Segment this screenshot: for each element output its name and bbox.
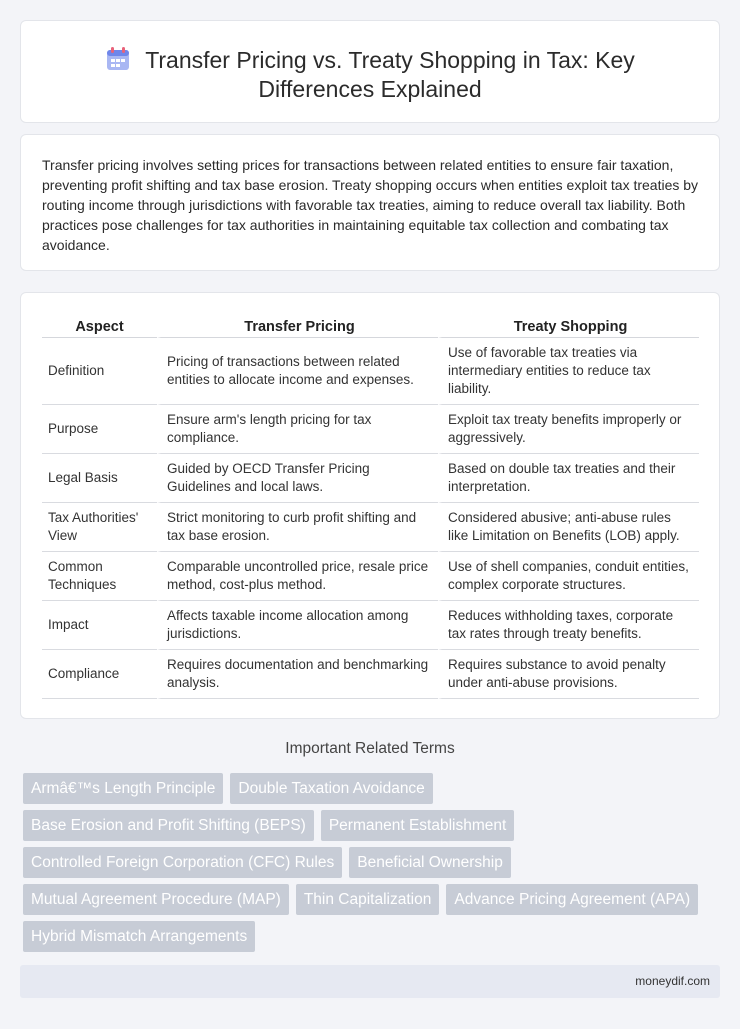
table-row xyxy=(42,338,699,405)
related-terms-heading: Important Related Terms xyxy=(285,740,455,757)
table-row xyxy=(42,650,699,699)
related-terms-list xyxy=(23,773,723,958)
table-row xyxy=(42,454,699,503)
term-chip[interactable]: Advance Pricing Agreement (APA) xyxy=(446,884,698,915)
table-cell: Purpose xyxy=(42,405,157,454)
term-chip[interactable]: Thin Capitalization xyxy=(296,884,440,915)
table-row xyxy=(42,405,699,454)
header-aspect: Aspect xyxy=(42,313,157,338)
table-cell: Definition xyxy=(42,338,157,405)
table-cell: Compliance xyxy=(42,650,157,699)
calendar-icon xyxy=(105,46,131,72)
footer xyxy=(20,965,720,998)
table-cell: Common Techniques xyxy=(42,552,157,601)
term-chip[interactable]: Controlled Foreign Corporation (CFC) Rules xyxy=(23,847,342,878)
table-cell: Ensure arm's length pricing for tax compliance. xyxy=(157,405,438,454)
footer-site[interactable]: moneydif.com xyxy=(635,974,710,988)
comparison-table xyxy=(42,313,699,699)
table-cell: Strict monitoring to curb profit shifting and tax base erosion. xyxy=(157,503,438,552)
term-chip[interactable]: Permanent Establishment xyxy=(321,810,514,841)
term-chip[interactable]: Armâ€™s Length Principle xyxy=(23,773,223,804)
table-header-row xyxy=(42,313,699,338)
term-chip[interactable]: Double Taxation Avoidance xyxy=(230,773,432,804)
table-cell: Legal Basis xyxy=(42,454,157,503)
table-cell: Requires substance to avoid penalty under anti-abuse provisions. xyxy=(438,650,699,699)
table-row xyxy=(42,503,699,552)
term-chip[interactable]: Mutual Agreement Procedure (MAP) xyxy=(23,884,289,915)
table-cell: Use of favorable tax treaties via intermediary entities to reduce tax liability. xyxy=(438,338,699,405)
table-cell: Use of shell companies, conduit entities, complex corporate structures. xyxy=(438,552,699,601)
page-title xyxy=(21,46,719,104)
table-cell: Reduces withholding taxes, corporate tax rates through treaty benefits. xyxy=(438,601,699,650)
table-cell: Tax Authorities' View xyxy=(42,503,157,552)
term-chip[interactable]: Base Erosion and Profit Shifting (BEPS) xyxy=(23,810,314,841)
table-row xyxy=(42,552,699,601)
intro-paragraph: Transfer pricing involves setting prices for transactions between related entities to ensure fair taxation, preventing profit shifting and tax base erosion. Treaty shopping occurs when entities exploit tax treaties by routing income through jurisdictions with favorable tax treaties, aiming to reduce overall tax liability. Both practices pose challenges for tax authorities in maintaining equitable tax collection and combating tax avoidance. xyxy=(42,157,699,253)
table-cell: Based on double tax treaties and their interpretation. xyxy=(438,454,699,503)
header-transfer-pricing: Transfer Pricing xyxy=(157,313,438,338)
table-row xyxy=(42,601,699,650)
table-cell: Affects taxable income allocation among jurisdictions. xyxy=(157,601,438,650)
table-cell: Comparable uncontrolled price, resale price method, cost-plus method. xyxy=(157,552,438,601)
table-cell: Requires documentation and benchmarking analysis. xyxy=(157,650,438,699)
table-cell: Exploit tax treaty benefits improperly or aggressively. xyxy=(438,405,699,454)
intro-card xyxy=(20,134,720,271)
term-chip[interactable]: Hybrid Mismatch Arrangements xyxy=(23,921,255,952)
table-cell: Pricing of transactions between related entities to allocate income and expenses. xyxy=(157,338,438,405)
term-chip[interactable]: Beneficial Ownership xyxy=(349,847,511,878)
table-cell: Impact xyxy=(42,601,157,650)
header-card xyxy=(20,20,720,123)
table-cell: Guided by OECD Transfer Pricing Guidelines and local laws. xyxy=(157,454,438,503)
header-treaty-shopping: Treaty Shopping xyxy=(438,313,699,338)
title-line-1: Transfer Pricing vs. Treaty Shopping in Tax: Key xyxy=(145,47,635,73)
title-line-2: Differences Explained xyxy=(258,76,482,102)
table-cell: Considered abusive; anti-abuse rules like Limitation on Benefits (LOB) apply. xyxy=(438,503,699,552)
comparison-card xyxy=(20,292,720,719)
